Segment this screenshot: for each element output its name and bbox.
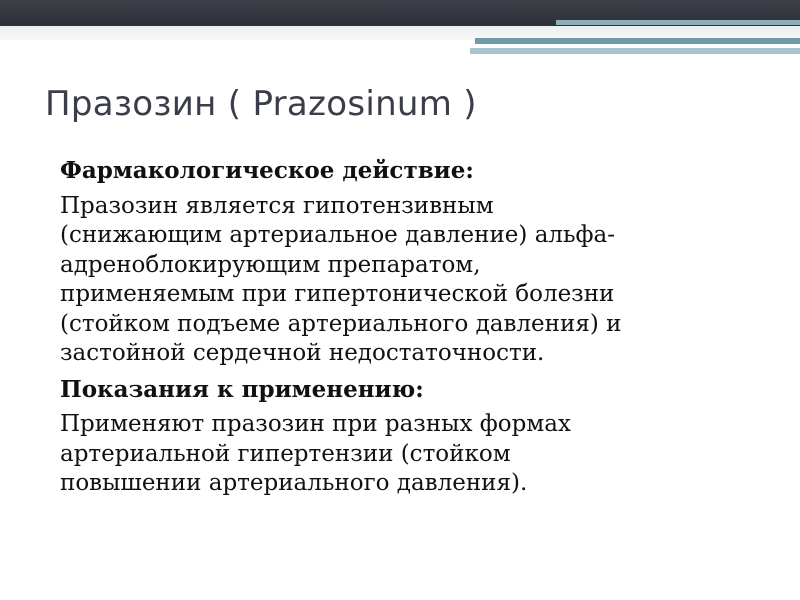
text-line: застойной сердечной недостаточности. <box>60 340 545 366</box>
section-heading-indications: Показания к применению: <box>60 375 424 403</box>
section-heading-pharmacology: Фармакологическое действие: <box>60 157 474 184</box>
text-line: артериальной гипертензии (стойком <box>60 440 511 467</box>
section-text-pharmacology <box>60 192 750 369</box>
text-line: адреноблокирующим препаратом, <box>60 251 481 278</box>
text-line: Применяют празозин при разных формах <box>60 411 571 437</box>
accent-bar-light <box>470 48 800 54</box>
section-text-indications <box>60 410 750 499</box>
accent-bar-top <box>556 20 800 25</box>
text-line: (снижающим артериальное давление) альфа- <box>60 222 616 248</box>
text-line: Празозин является гипотензивным <box>60 192 494 219</box>
accent-bar-dark <box>475 38 800 44</box>
text-line: применяемым при гипертонической болезни <box>60 281 615 307</box>
slide-body <box>60 156 750 505</box>
slide-title: Празозин ( Prazosinum ) <box>45 84 477 124</box>
text-line: (стойком подъеме артериального давления) и <box>60 310 622 337</box>
text-line: повышении артериального давления). <box>60 470 528 496</box>
